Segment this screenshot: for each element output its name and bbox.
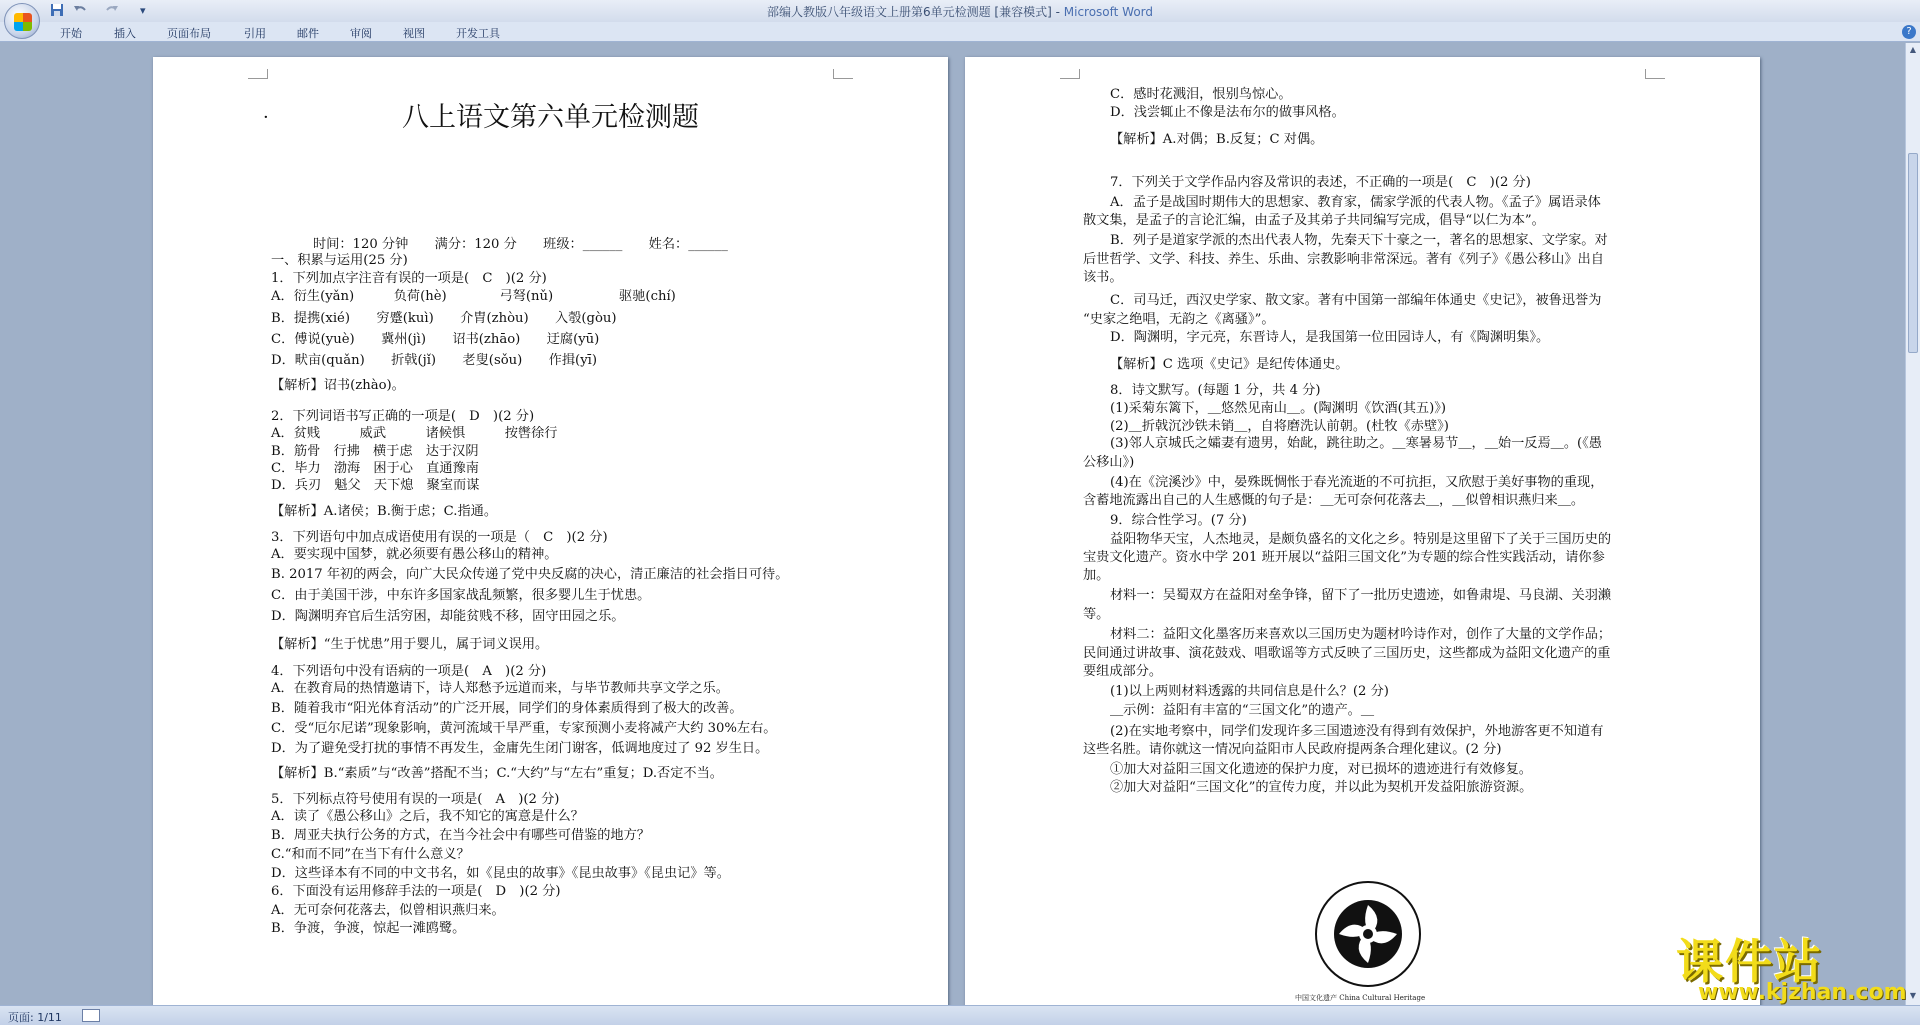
- text-line: 这些名胜。请你就这一情况向益阳市人民政府提两条合理化建议。(2 分): [1083, 742, 1502, 757]
- scroll-up-icon[interactable]: ▲: [1909, 45, 1917, 54]
- scroll-down-icon[interactable]: ▼: [1909, 991, 1917, 1000]
- seal-text: 中国文化遗产 China Cultural Heritage: [1295, 994, 1426, 1002]
- site-watermark: [1668, 925, 1908, 1005]
- text-line: D．陶渊明，字元亮，东晋诗人，是我国第一位田园诗人，有《陶渊明集》。: [1110, 330, 1550, 345]
- help-icon[interactable]: ?: [1902, 25, 1916, 39]
- tab-view[interactable]: 视图: [403, 27, 425, 40]
- text-line: 民间通过讲故事、演花鼓戏、唱歌谣等方式反映了三国历史，这些都成为益阳文化遗产的重: [1083, 646, 1611, 661]
- ribbon-tabs: [0, 22, 1920, 42]
- text-line: 公移山》): [1083, 455, 1135, 470]
- text-line: 8．诗文默写。(每题 1 分，共 4 分): [1110, 383, 1321, 398]
- text-line: C．毕力 渤海 困于心 直通豫南: [271, 461, 479, 476]
- vertical-scrollbar[interactable]: [1905, 43, 1920, 1005]
- text-line: (2)在实地考察中，同学们发现许多三国遗迹没有得到有效保护，外地游客更不知道有: [1110, 724, 1604, 739]
- text-line: 时间：120 分钟 满分：120 分 班级：______ 姓名：______: [313, 237, 728, 252]
- text-line: 等。: [1083, 607, 1110, 622]
- text-line: ②加大对益阳“三国文化”的宣传力度，并以此为契机开发益阳旅游资源。: [1110, 780, 1533, 795]
- text-line: D．为了避免受打扰的事情不再发生，金庸先生闭门谢客，低调地度过了 92 岁生日。: [271, 741, 769, 756]
- text-line: 材料二：益阳文化墨客历来喜欢以三国历史为题材吟诗作对，创作了大量的文学作品；: [1110, 627, 1612, 642]
- text-line: “史家之绝唱，无韵之《离骚》”。: [1083, 312, 1275, 327]
- status-bar: [0, 1005, 1920, 1025]
- tab-page-layout[interactable]: 页面布局: [167, 27, 211, 40]
- tab-developer[interactable]: 开发工具: [456, 27, 500, 40]
- tab-mailings[interactable]: 邮件: [297, 27, 319, 40]
- margin-mark: [1645, 69, 1665, 79]
- text-line: 该书。: [1083, 270, 1123, 285]
- scrollbar-thumb[interactable]: [1908, 153, 1918, 353]
- text-line: A．孟子是战国时期伟大的思想家、教育家，儒家学派的代表人物。《孟子》属语录体: [1110, 195, 1601, 210]
- margin-mark: [1060, 69, 1080, 79]
- margin-mark: [833, 69, 853, 79]
- tab-home[interactable]: 开始: [60, 27, 82, 40]
- text-line: A．贫贱 威武 诸候惧 按辔徐行: [271, 426, 558, 441]
- text-line: (2)＿折戟沉沙铁未销＿，自将磨洗认前朝。(杜牧《赤壁》): [1110, 419, 1449, 434]
- page-title: 八上语文第六单元检测题: [402, 102, 699, 133]
- watermark-title: 课件站: [1676, 935, 1823, 990]
- text-line: C．傅说(yuè) 冀州(jì) 诏书(zhāo) 迂腐(yū): [271, 332, 600, 347]
- text-line: (1)采菊东篱下，＿悠然见南山＿。(陶渊明《饮酒(其五)》): [1110, 401, 1446, 416]
- text-line: 【解析】“生于忧患”用于婴儿，属于词义误用。: [271, 637, 549, 652]
- text-line: 含蓄地流露出自己的人生感慨的句子是：＿无可奈何花落去＿，＿似曾相识燕归来＿。: [1083, 493, 1585, 508]
- text-line: 3．下列语句中加点成语使用有误的一项是（ C )(2 分): [271, 530, 608, 545]
- text-line: B．列子是道家学派的杰出代表人物，先秦天下十豪之一，著名的思想家、文学家。对: [1110, 233, 1608, 248]
- text-line: ①加大对益阳三国文化遗迹的保护力度，对已损坏的遗迹进行有效修复。: [1110, 762, 1532, 777]
- text-line: B．提携(xié) 穷蹙(kuì) 介胄(zhòu) 入彀(gòu): [271, 311, 617, 326]
- window-title: 部编人教版八年级语文上册第6单元检测题 [兼容模式] - Microsoft Word: [766, 5, 1154, 19]
- watermark-url: www.kjzhan.com: [1698, 980, 1907, 1005]
- text-line: 散文集，是孟子的言论汇编，由孟子及其弟子共同编写完成，倡导“以仁为本”。: [1083, 213, 1545, 228]
- tab-insert[interactable]: 插入: [114, 27, 136, 40]
- text-line: A．要实现中国梦，就必须要有愚公移山的精神。: [271, 547, 558, 562]
- text-line: B．争渡，争渡，惊起一滩鸥鹭。: [271, 921, 466, 936]
- text-line: 【解析】C 选项《史记》是纪传体通史。: [1110, 357, 1349, 372]
- tab-references[interactable]: 引用: [244, 27, 266, 40]
- text-line: D．畎亩(quǎn) 折戟(jǐ) 老叟(sǒu) 作揖(yī): [271, 353, 598, 368]
- text-line: A．在教育局的热情邀请下，诗人郑愁予远道而来，与毕节教师共享文学之乐。: [271, 681, 729, 696]
- margin-mark: [248, 69, 268, 79]
- tab-review[interactable]: 审阅: [350, 27, 372, 40]
- text-line: 后世哲学、文学、科技、养生、乐曲、宗教影响非常深远。著有《列子》《愚公移山》出自: [1083, 252, 1604, 267]
- title-bar: [0, 0, 1920, 22]
- text-line: D．这些译本有不同的中文书名，如《昆虫的故事》《昆虫故事》《昆虫记》等。: [271, 866, 730, 881]
- text-line: A．衍生(yǎn) 负荷(hè) 弓弩(nǔ) 驱驰(chí): [271, 289, 676, 304]
- text-line: A．读了《愚公移山》之后，我不知它的寓意是什么？: [271, 809, 584, 824]
- text-line: D．浅尝辄止不像是法布尔的做事风格。: [1110, 105, 1345, 120]
- office-logo-icon: [14, 13, 32, 31]
- text-line: 【解析】A.对偶；B.反复；C 对偶。: [1110, 132, 1324, 147]
- text-line: (1)以上两则材料透露的共同信息是什么？(2 分): [1110, 684, 1389, 699]
- text-line: 2．下列词语书写正确的一项是( D )(2 分): [271, 409, 535, 424]
- text-line: 5．下列标点符号使用有误的一项是( A )(2 分): [271, 792, 560, 807]
- china-cultural-heritage-seal-icon: [1313, 879, 1423, 989]
- text-line: C．感时花溅泪，恨别鸟惊心。: [1110, 87, 1292, 102]
- text-line: D．兵刃 魁父 天下熄 聚室而谋: [271, 478, 480, 493]
- text-line: 材料一：吴蜀双方在益阳对垒争锋，留下了一批历史遗迹，如鲁肃堤、马良湖、关羽濑: [1110, 588, 1612, 603]
- text-line: 加。: [1083, 568, 1110, 583]
- text-line: (3)邻人京城氏之孀妻有遗男，始龀，跳往助之。＿寒暑易节＿，＿始一反焉＿。(《愚: [1110, 436, 1602, 451]
- text-line: D．陶渊明弃官后生活穷困，却能贫贱不移，固守田园之乐。: [271, 609, 625, 624]
- page-count[interactable]: 页面: 1/11: [8, 1011, 62, 1024]
- text-line: 一、积累与运用(25 分): [271, 253, 408, 268]
- text-line: 7．下列关于文学作品内容及常识的表述，不正确的一项是( C )(2 分): [1110, 175, 1531, 190]
- office-button[interactable]: [4, 3, 40, 39]
- text-line: 【解析】B.“素质”与“改善”搭配不当；C.“大约”与“左右”重复；D.否定不当。: [271, 766, 723, 781]
- text-line: (4)在《浣溪沙》中，晏殊既惆怅于春光流逝的不可抗拒，又欣慰于美好事物的重现，: [1110, 475, 1604, 490]
- document-workspace: [0, 43, 1905, 1005]
- bullet-mark: ·: [263, 107, 269, 128]
- document-page-1[interactable]: [153, 57, 948, 1005]
- text-line: ＿示例：益阳有丰富的“三国文化”的遗产。＿: [1110, 703, 1375, 718]
- text-line: 要组成部分。: [1083, 664, 1163, 679]
- text-line: B．随着我市“阳光体育活动”的广泛开展，同学们的身体素质得到了极大的改善。: [271, 701, 743, 716]
- text-line: C．由于美国干涉，中东许多国家战乱频繁，很多婴儿生于忧患。: [271, 588, 651, 603]
- text-line: 【解析】诏书(zhào)。: [271, 378, 405, 393]
- text-line: B．筋骨 行拂 横于虑 达于汉阴: [271, 444, 479, 459]
- text-line: C．受“厄尔尼诺”现象影响，黄河流域干旱严重，专家预测小麦将减产大约 30%左右。: [271, 721, 777, 736]
- text-line: 9．综合性学习。(7 分): [1110, 513, 1247, 528]
- text-line: 6．下面没有运用修辞手法的一项是( D )(2 分): [271, 884, 561, 899]
- text-line: C.“和而不同”在当下有什么意义？: [271, 847, 470, 862]
- text-line: C．司马迁，西汉史学家、散文家。著有中国第一部编年体通史《史记》，被鲁迅誉为: [1110, 293, 1602, 308]
- text-line: A．无可奈何花落去，似曾相识燕归来。: [271, 903, 505, 918]
- text-line: 4．下列语句中没有语病的一项是( A )(2 分): [271, 664, 547, 679]
- text-line: 宝贵文化遗产。资水中学 201 班开展以“益阳三国文化”为专题的综合性实践活动，请你参: [1083, 550, 1605, 565]
- text-line: 益阳物华天宝，人杰地灵，是颇负盛名的文化之乡。特别是这里留下了关于三国历史的: [1110, 532, 1612, 547]
- text-line: 1．下列加点字注音有误的一项是( C )(2 分): [271, 271, 547, 286]
- document-page-2[interactable]: [965, 57, 1760, 1005]
- customize-qat-icon[interactable]: ▾: [140, 4, 146, 17]
- proofing-icon[interactable]: [82, 1009, 100, 1022]
- text-line: B. 2017 年初的两会，向广大民众传递了党中央反腐的决心，清正廉洁的社会指日可待。: [271, 567, 789, 582]
- text-line: B．周亚夫执行公务的方式，在当今社会中有哪些可借鉴的地方？: [271, 828, 650, 843]
- text-line: 【解析】A.诸侯；B.衡于虑；C.指通。: [271, 504, 498, 519]
